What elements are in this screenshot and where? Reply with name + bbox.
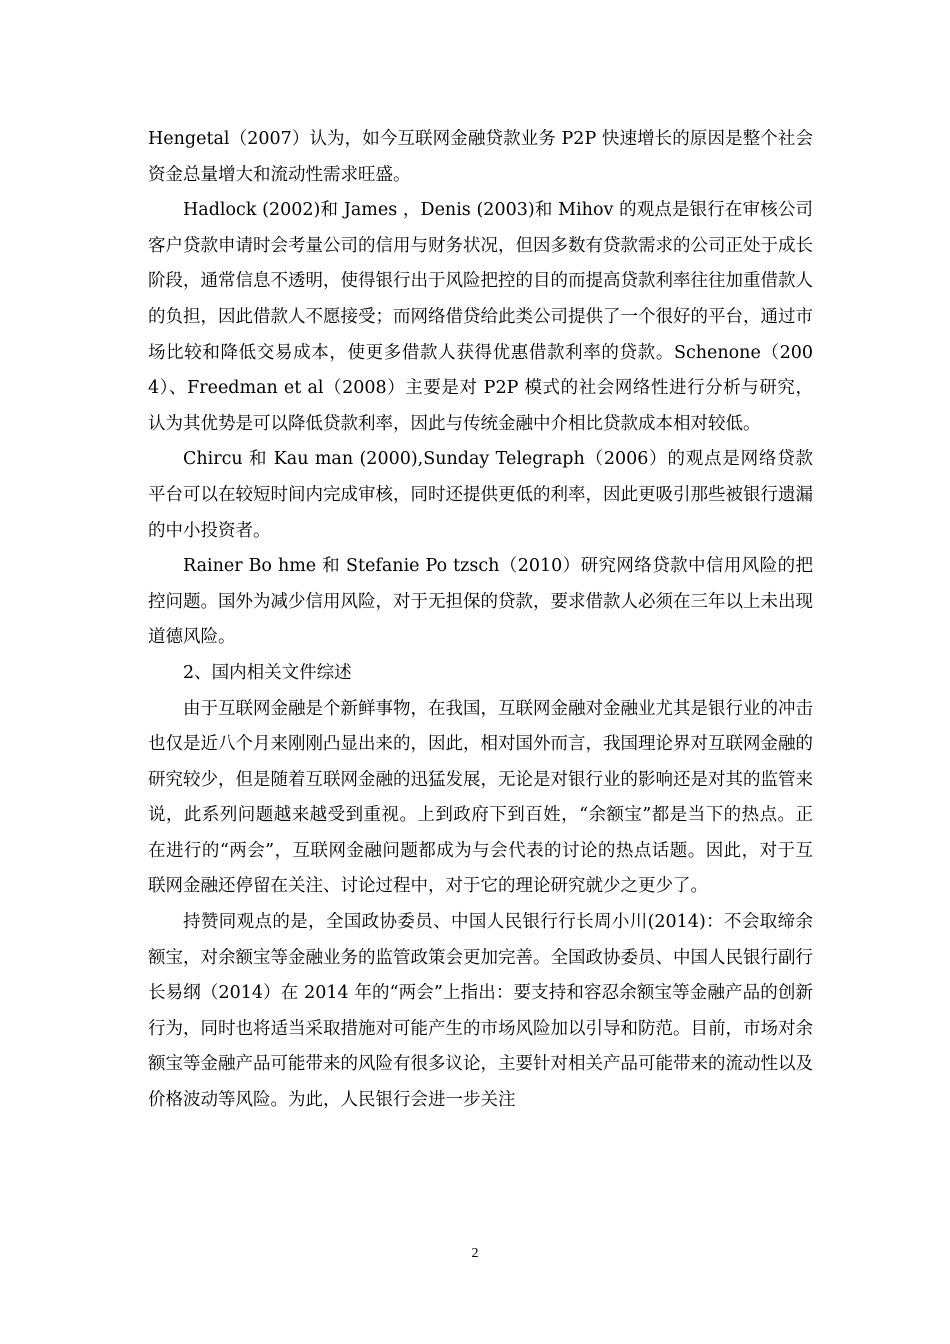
paragraph-chircu: Chircu 和 Kau man (2000),Sunday Telegraph（2006）的观点是网络贷款平台可以在较短时间内完成审核，同时还提供更低的利率，因此更吸引那些被银行遗漏的中小投资者。 [148,449,813,541]
section-heading-domestic: 2、国内相关文件综述 [183,662,352,683]
paragraph-domestic-overview: 由于互联网金融是个新鲜事物，在我国，互联网金融对金融业尤其是银行业的冲击也仅是近八个月来刚刚凸显出来的，因此，相对国外而言，我国理论界对互联网金融的研究较少，但是随着互联网金融的迅猛发展，无论是对银行业的影响还是对其的监管来说，此系列问题越来越受到重视。上到政府下到百姓，“余额宝”都是当下的热点。正在进行的“两会”，互联网金融问题都成为与会代表的讨论的热点话题。因此，对于互联网金融还停留在关注、讨论过程中，对于它的理论研究就少之更少了。 [148,698,813,897]
page-number: 2 [471,1246,479,1261]
paragraph-hadlock: Hadlock (2002)和 James ，Denis (2003)和 Mihov 的观点是银行在审核公司客户贷款申请时会考量公司的信用与财务状况，但因多数有贷款需求的公司正处于成长阶段，通常信息不透明，使得银行出于风险把控的目的而提高贷款利率往往加重借款人的负担，因此借款人不愿接受；而网络借贷给此类公司提供了一个很好的平台，通过市场比较和降低交易成本，使更多借款人获得优惠借款利率的贷款。Schenone（2004）、Freedman et al（2008）主要是对 P2P 模式的社会网络性进行分析与研究，认为其优势是可以降低贷款利率，因此与传统金融中介相比贷款成本相对较低。 [148,200,813,434]
paragraph-rainer: Rainer Bo hme 和 Stefanie Po tzsch（2010）研究网络贷款中信用风险的把控问题。国外为减少信用风险，对于无担保的贷款，要求借款人必须在三年以上未出现道德风险。 [148,556,813,648]
paragraph-hengetal: Hengetal（2007）认为，如今互联网金融贷款业务 P2P 快速增长的原因是整个社会资金总量增大和流动性需求旺盛。 [148,129,813,185]
paragraph-supporting-view: 持赞同观点的是，全国政协委员、中国人民银行行长周小川(2014)：不会取缔余额宝，对余额宝等金融业务的监管政策会更加完善。全国政协委员、中国人民银行副行长易纲（2014）在 2014 年的“两会”上指出：要支持和容忍余额宝等金融产品的创新行为，同时也将适当采取措施对可能产生的市场风险加以引导和防范。目前，市场对余额宝等金融产品可能带来的风险有很多议论，主要针对相关产品可能带来的流动性以及价格波动等风险。为此，人民银行会进一步关注 [148,912,813,1111]
body-text [148,122,813,1119]
